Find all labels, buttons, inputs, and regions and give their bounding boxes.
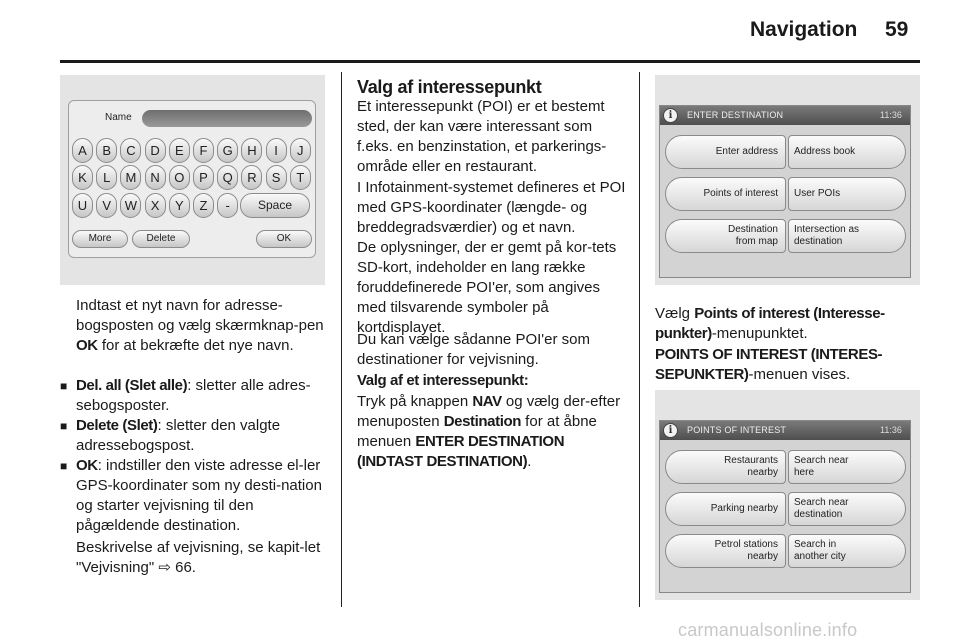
- bullet-bold: Delete (Slet): [76, 417, 158, 434]
- poi-system-paragraph: I Infotainment-systemet defineres et POI med GPS-koordinater (længde- og breddegradsværdier) og et navn.: [357, 179, 626, 236]
- intro-bold-ok: OK: [76, 337, 98, 354]
- key-m: M: [120, 165, 141, 190]
- key-x: X: [145, 193, 166, 218]
- button-label: Address book: [794, 146, 856, 157]
- button-label: Search near destination: [794, 497, 849, 520]
- choose-text-c: -menupunktet.: [711, 325, 808, 342]
- more-button: More: [72, 230, 128, 248]
- button-label: Search near here: [794, 455, 849, 478]
- key-d: D: [145, 138, 166, 163]
- key-l: L: [96, 165, 117, 190]
- sd-card-paragraph: De oplysninger, der er gemt på kor-tets SD-kort, indeholder en lang række foruddefinerede POI'er, som angives med tilsvarende symboler på kortdisplayet.: [357, 239, 617, 336]
- key-u: U: [72, 193, 93, 218]
- search-near-destination-button: [788, 492, 906, 526]
- bullet-icon: ■: [60, 419, 68, 433]
- intro-paragraph: [76, 296, 326, 356]
- button-label: Points of interest: [703, 188, 778, 199]
- name-input: [142, 110, 312, 127]
- key-e: E: [169, 138, 190, 163]
- enter-destination-bold: ENTER DESTINATION (INDTAST DESTINATION): [357, 433, 565, 470]
- watermark: carmanualsonline.info: [678, 620, 858, 640]
- bullet-item-1: [60, 376, 326, 416]
- column-divider-1: [341, 72, 342, 607]
- instr-text-e: .: [527, 453, 532, 470]
- reference-page: 66.: [170, 559, 196, 576]
- clock: 11:36: [880, 110, 902, 120]
- key-s: S: [266, 165, 287, 190]
- bullet-item-2: [60, 416, 326, 456]
- key-y: Y: [169, 193, 190, 218]
- name-label: Name: [105, 112, 132, 123]
- intro-text-1: Indtast et nyt navn for adresse-bogsposten og vælg skærmknap-pen: [76, 297, 324, 334]
- key-a: A: [72, 138, 93, 163]
- destination-bold: Destination: [443, 413, 522, 430]
- enter-destination-screenshot: [655, 75, 920, 285]
- restaurants-nearby-button: [665, 450, 786, 484]
- points-of-interest-screenshot: [655, 390, 920, 600]
- user-pois-button: [788, 177, 906, 211]
- poi-bold: Points of interest (Interesse-punkter): [655, 305, 885, 342]
- key-o: O: [169, 165, 190, 190]
- bullet-text: : sletter den valgte adressebogspost.: [76, 417, 281, 454]
- key-w: W: [120, 193, 141, 218]
- destination-from-map-button: [665, 219, 786, 253]
- menu-title: ENTER DESTINATION: [687, 110, 784, 120]
- key-h: H: [241, 138, 262, 163]
- poi-definition: Et interessepunkt (POI) er et bestemt sted, der kan være interessant som f.eks. en benzinstation, et parkerings-område eller en restaurant.: [357, 98, 607, 175]
- page-number: 59: [885, 18, 909, 41]
- points-of-interest-screen: [659, 420, 911, 593]
- enter-destination-screen: [659, 105, 911, 278]
- instr-text-a: Tryk på knappen: [357, 393, 473, 410]
- reference-text: Beskrivelse af vejvisning, se kapit-let "Vejvisning": [76, 539, 321, 576]
- ok-button: OK: [256, 230, 312, 248]
- button-label: Restaurants nearby: [724, 455, 778, 478]
- reference-paragraph: [76, 538, 326, 578]
- key-n: N: [145, 165, 166, 190]
- bullet-item-3: [60, 456, 326, 536]
- choose-text-a: Vælg: [655, 305, 695, 322]
- button-label: Search in another city: [794, 539, 846, 562]
- info-icon: i: [663, 108, 678, 123]
- intro-text-2: for at bekræfte det nye navn.: [97, 337, 294, 354]
- nav-bold: NAV: [472, 393, 502, 410]
- clock: 11:36: [880, 425, 902, 435]
- choose-poi-paragraph: [655, 304, 920, 344]
- section-title: Navigation: [750, 18, 858, 41]
- key-f: F: [193, 138, 214, 163]
- bullet-icon: ■: [60, 379, 68, 393]
- button-label: Intersection as destination: [794, 224, 860, 247]
- subheading: [357, 371, 629, 391]
- section-heading: Valg af interessepunkt: [357, 77, 542, 97]
- select-poi-paragraph: Du kan vælge sådanne POI'er som destinationer for vejvisning.: [357, 331, 590, 368]
- menu-titlebar: [660, 106, 910, 125]
- petrol-stations-nearby-button: [665, 534, 786, 568]
- key-r: R: [241, 165, 262, 190]
- button-label: Parking nearby: [710, 503, 778, 514]
- search-near-here-button: [788, 450, 906, 484]
- bullet-bold: Del. all (Slet alle): [76, 377, 188, 394]
- info-icon: i: [663, 423, 678, 438]
- key-c: C: [120, 138, 141, 163]
- button-label: Petrol stations nearby: [714, 539, 778, 562]
- key-g: G: [217, 138, 238, 163]
- key-j: J: [290, 138, 311, 163]
- delete-button: Delete: [132, 230, 190, 248]
- column-divider-2: [639, 72, 640, 607]
- button-label: Enter address: [715, 146, 778, 157]
- key-t: T: [290, 165, 311, 190]
- instr-text-d: for at åbne menuen: [357, 413, 597, 450]
- menu-title: POINTS OF INTEREST: [687, 425, 787, 435]
- menu-titlebar: [660, 421, 910, 440]
- key-i: I: [266, 138, 287, 163]
- instruction-paragraph: [357, 392, 629, 472]
- key-k: K: [72, 165, 93, 190]
- bullet-bold: OK: [76, 457, 98, 474]
- bullet-text: : indstiller den viste adresse el-ler GPS-koordinater som ny desti-nation og starter vejvisning til den pågældende destination.: [76, 457, 322, 534]
- page-arrow-icon: ⇨: [158, 559, 171, 576]
- poi-menu-bold: POINTS OF INTEREST (INTERES-SEPUNKTER): [655, 346, 883, 383]
- key-dash: -: [217, 193, 238, 218]
- bullet-icon: ■: [60, 459, 68, 473]
- points-of-interest-button: [665, 177, 786, 211]
- key-z: Z: [193, 193, 214, 218]
- page-header: [0, 0, 960, 62]
- enter-address-button: [665, 135, 786, 169]
- bullet-text: : sletter alle adres-sebogsposter.: [76, 377, 311, 414]
- key-q: Q: [217, 165, 238, 190]
- key-p: P: [193, 165, 214, 190]
- parking-nearby-button: [665, 492, 786, 526]
- search-another-city-button: [788, 534, 906, 568]
- header-rule: [60, 60, 920, 63]
- address-book-button: [788, 135, 906, 169]
- key-v: V: [96, 193, 117, 218]
- subheading-text: Valg af et interessepunkt:: [357, 372, 529, 389]
- button-label: User POIs: [794, 188, 841, 199]
- menu-shown-text: -menuen vises.: [748, 366, 851, 383]
- instr-text-c: og vælg der-efter menuposten: [357, 393, 621, 430]
- button-label: Destination from map: [727, 224, 778, 247]
- keyboard-screenshot: [60, 75, 325, 285]
- intersection-button: [788, 219, 906, 253]
- menu-shown-paragraph: [655, 345, 920, 385]
- key-b: B: [96, 138, 117, 163]
- space-key: Space: [240, 193, 310, 218]
